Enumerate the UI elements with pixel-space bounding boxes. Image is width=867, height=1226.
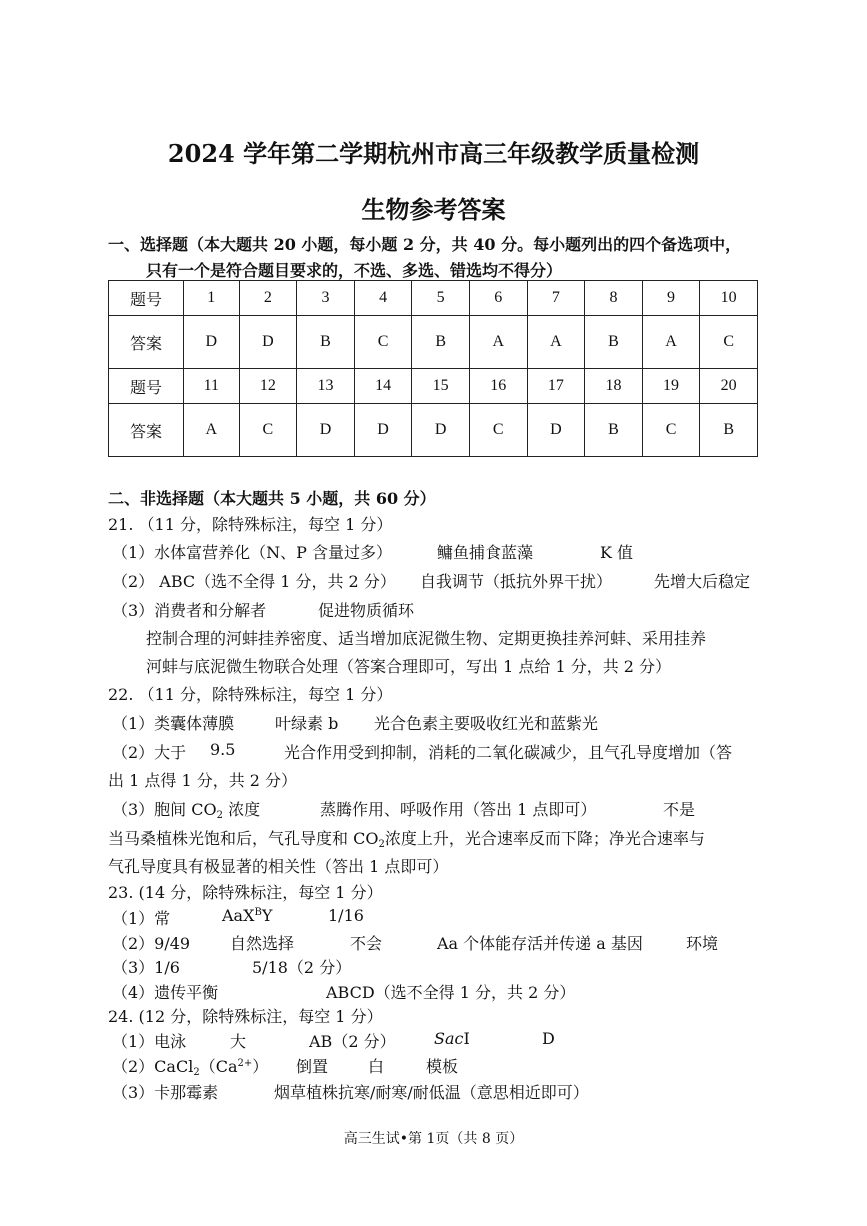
q24-answer-2b: 倒置 <box>296 1057 329 1076</box>
table-cell: 4 <box>354 281 412 316</box>
q24-answer-1e: D <box>542 1029 555 1048</box>
table-cell: D <box>527 404 585 457</box>
table-cell: 6 <box>469 281 527 316</box>
q23-answer-2a: （2）9/49 <box>112 934 191 953</box>
q21-answer-3c: 控制合理的河蚌挂养密度、适当增加底泥微生物、定期更换挂养河蚌、采用挂养 <box>146 629 707 648</box>
q24-2a-end: ） <box>252 1057 269 1076</box>
table-cell: 1 <box>184 281 240 316</box>
q24-answer-1b: 大 <box>230 1032 247 1051</box>
q24-answer-1a: （1）电泳 <box>112 1032 187 1051</box>
table-cell: A <box>184 404 240 457</box>
q22-answer-1b: 叶绿素 b <box>275 714 339 733</box>
page-title: 2024 学年第二学期杭州市高三年级教学质量检测 <box>167 139 700 168</box>
q23-answer-2c: 不会 <box>350 934 383 953</box>
q23-1b-text: AaX <box>222 906 255 925</box>
table-cell: C <box>700 316 758 369</box>
table-cell: 19 <box>642 369 700 404</box>
q22-answer-1c: 光合色素主要吸收红光和蓝紫光 <box>374 714 599 733</box>
table-cell: A <box>469 316 527 369</box>
table-cell: D <box>354 404 412 457</box>
table-cell: B <box>297 316 355 369</box>
table-cell: 10 <box>700 281 758 316</box>
q21-heading: 21. （11 分，除特殊标注，每空 1 分） <box>108 515 393 534</box>
q24-answer-2c: 白 <box>368 1057 385 1076</box>
table-cell: 3 <box>297 281 355 316</box>
page-footer: 高三生试•第 1页（共 8 页） <box>343 1131 524 1147</box>
q22-answer-2c: 光合作用受到抑制，消耗的二氧化碳减少，且气孔导度增加（答 <box>284 743 733 762</box>
table-cell: 2 <box>239 281 297 316</box>
q21-answer-1b: 鳙鱼捕食蓝藻 <box>437 543 534 562</box>
q22-3d-post: 浓度上升，光合速率反而下降；净光合速率与 <box>384 829 705 848</box>
table-row-numbers-2 <box>109 369 758 404</box>
q24-2a-text: （2）CaCl <box>112 1057 194 1076</box>
q22-heading: 22. （11 分，除特殊标注，每空 1 分） <box>108 685 393 704</box>
table-cell: 9 <box>642 281 700 316</box>
q24-2a-mid: （Ca <box>199 1057 238 1076</box>
table-cell: 5 <box>412 281 470 316</box>
q24-answer-2a <box>112 1054 268 1077</box>
table-cell: B <box>585 404 643 457</box>
q24-answer-1d <box>434 1029 470 1048</box>
table-cell: D <box>297 404 355 457</box>
q22-answer-2d: 出 1 点得 1 分，共 2 分） <box>108 771 298 790</box>
table-cell: C <box>239 404 297 457</box>
q24-answer-2d: 模板 <box>426 1057 459 1076</box>
q23-heading: 23. (14 分，除特殊标注，每空 1 分） <box>108 883 383 902</box>
table-cell: C <box>354 316 412 369</box>
table-label-answer: 答案 <box>109 404 184 457</box>
q21-answer-3d: 河蚌与底泥微生物联合处理（答案合理即可，写出 1 点给 1 分，共 2 分） <box>146 657 672 676</box>
q21-answer-1c: K 值 <box>600 543 634 562</box>
table-cell: D <box>412 404 470 457</box>
table-cell: B <box>585 316 643 369</box>
q24-2a-superscript: 2+ <box>237 1058 253 1069</box>
page-subtitle: 生物参考答案 <box>361 195 506 224</box>
table-label-answer: 答案 <box>109 316 184 369</box>
table-cell: C <box>469 404 527 457</box>
table-cell: C <box>642 404 700 457</box>
q24-answer-3b: 烟草植株抗寒/耐寒/耐低温（意思相近即可） <box>274 1083 589 1102</box>
table-cell: 13 <box>297 369 355 404</box>
q23-1b-post: Y <box>261 906 273 925</box>
q21-answer-3b: 促进物质循环 <box>318 601 415 620</box>
q22-answer-3c: 不是 <box>663 800 696 819</box>
q22-answer-1a: （1）类囊体薄膜 <box>112 714 235 733</box>
q21-answer-2b: 自我调节（抵抗外界干扰） <box>420 572 613 591</box>
table-cell: 14 <box>354 369 412 404</box>
q22-3d-subscript: 2 <box>378 839 385 850</box>
table-cell: 20 <box>700 369 758 404</box>
q24-1d-italic: Sac <box>434 1029 464 1048</box>
q22-answer-3a <box>112 797 260 820</box>
q21-answer-2c: 先增大后稳定 <box>654 572 751 591</box>
table-cell: D <box>239 316 297 369</box>
q23-answer-3b: 5/18（2 分） <box>252 958 352 977</box>
table-label-question: 题号 <box>109 281 184 316</box>
table-cell: 18 <box>585 369 643 404</box>
table-cell: 16 <box>469 369 527 404</box>
q22-answer-2b: 9.5 <box>210 740 236 759</box>
table-cell: D <box>184 316 240 369</box>
q22-answer-3b: 蒸腾作用、呼吸作用（答出 1 点即可） <box>320 800 597 819</box>
q24-heading: 24. (12 分，除特殊标注，每空 1 分） <box>108 1007 383 1026</box>
q23-answer-2d: Aa 个体能存活并传递 a 基因 <box>437 934 643 953</box>
q23-1b-superscript: B <box>254 907 262 918</box>
q24-2a-subscript: 2 <box>193 1067 200 1078</box>
q22-3a-subscript: 2 <box>216 810 224 821</box>
table-cell: 17 <box>527 369 585 404</box>
q24-answer-3a: （3）卡那霉素 <box>112 1083 219 1102</box>
q23-answer-4a: （4）遗传平衡 <box>112 983 219 1002</box>
q23-answer-1a: （1）常 <box>112 909 171 928</box>
table-cell: 12 <box>239 369 297 404</box>
q23-answer-1b <box>222 906 272 925</box>
q21-answer-1a: （1）水体富营养化（N、P 含量过多） <box>112 543 393 562</box>
q22-3d-text: 当马桑植株光饱和后，气孔导度和 CO <box>108 829 379 848</box>
section2-heading: 二、非选择题（本大题共 5 小题，共 60 分） <box>108 489 436 508</box>
q21-answer-3a: （3）消费者和分解者 <box>112 601 267 620</box>
table-cell: A <box>527 316 585 369</box>
q22-answer-3d <box>108 826 705 849</box>
q21-answer-2a: （2） ABC（选不全得 1 分，共 2 分） <box>112 572 396 591</box>
q23-answer-2b: 自然选择 <box>230 934 295 953</box>
q24-answer-1c: AB（2 分） <box>309 1032 396 1051</box>
q23-answer-2e: 环境 <box>686 934 719 953</box>
table-row-answers-2 <box>109 404 758 457</box>
table-row-numbers-1 <box>109 281 758 316</box>
table-row-answers-1 <box>109 316 758 369</box>
table-cell: 11 <box>184 369 240 404</box>
table-cell: B <box>412 316 470 369</box>
table-cell: A <box>642 316 700 369</box>
q22-3a-text: （3）胞间 CO <box>112 800 217 819</box>
table-cell: 8 <box>585 281 643 316</box>
table-cell: B <box>700 404 758 457</box>
q23-answer-3a: （3）1/6 <box>112 958 180 977</box>
q23-answer-1c: 1/16 <box>328 906 364 925</box>
q22-answer-3e: 气孔导度具有极显著的相关性（答出 1 点即可） <box>108 857 449 876</box>
section1-heading-line1: 一、选择题（本大题共 20 小题，每小题 2 分，共 40 分。每小题列出的四个备选项中， <box>108 235 742 254</box>
section1-heading-line2: 只有一个是符合题目要求的，不选、多选、错选均不得分） <box>146 261 563 280</box>
q22-3a-end: 浓度 <box>223 800 261 819</box>
answer-table <box>108 280 758 457</box>
q24-1d-rest: I <box>463 1029 470 1048</box>
table-label-question: 题号 <box>109 369 184 404</box>
table-cell: 15 <box>412 369 470 404</box>
table-cell: 7 <box>527 281 585 316</box>
q22-answer-2a: （2）大于 <box>112 743 187 762</box>
q23-answer-4b: ABCD（选不全得 1 分，共 2 分） <box>326 983 576 1002</box>
